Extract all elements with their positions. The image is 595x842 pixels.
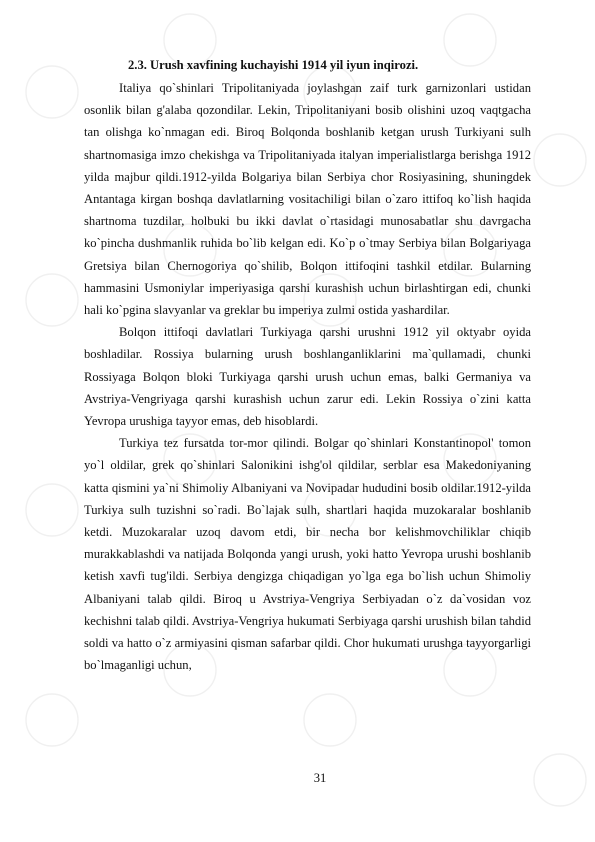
document-body (84, 56, 531, 676)
page-number: 31 (313, 771, 327, 785)
paragraph-2: Bolqon ittifoqi davlatlari Turkiyaga qarshi urushni 1912 yil oktyabr oyida boshladilar. Rossiya bularning urush boshlanganliklarini ma`qullamadi, chunki Rossiyaga Bolqon bloki Turkiyaga qarshi urush uchun emas, balki Germaniya va Avstriya-Vengriyaga qarshi kurashish uchun zarur edi. Lekin Rossiya o`zini katta Yevropa urushiga tayyor emas, deb hisoblardi. (84, 325, 531, 429)
section-heading: 2.3. Urush xavfining kuchayishi 1914 yil iyun inqirozi. (128, 58, 419, 72)
paragraph-3: Turkiya tez fursatda tor-mor qilindi. Bolgar qo`shinlari Konstantinopol' tomon yo`l oldilar, grek qo`shinlari Salonikini ishg'ol qildilar, serblar esa Makedoniyaning katta qismini ya`ni Shimoliy Albaniyani va Novipadar hududini bosib oldilar.1912-yilda Turkiya sulh tuzishni so`radi. Bo`lajak sulh, shartlari haqida muzokaralar boshlanib ketdi. Muzokaralar uzoq davom etdi, bir necha bor kelishmovchiliklar chiqib murakkablashdi va natijada Bolqonda yangi urush, yoki hatto Yevropa urushi boshlanib ketish xavfi tug'ildi. Serbiya dengizga chiqadigan yo`lga ega bo`lish uchun Shimoliy Albaniyani talab qildi. Biroq u Avstriya-Vengriya Serbiyadan o`z da`vosidan voz kechishni talab qildi. Avstriya-Vengriya hukumati Serbiyaga qarshi urushish bilan tahdid soldi va hatto o`z armiyasini qisman safarbar qildi. Chor hukumati urushga tayyorgarligi bo`lmaganligi uchun, (84, 436, 531, 673)
paragraph-1: Italiya qo`shinlari Tripolitaniyada joylashgan zaif turk garnizonlari ustidan osonlik bilan g'alaba qozondilar. Lekin, Tripolitaniyani bosib olishini uzoq vaqtgacha tan olishga ko`nmagan edi. Biroq Bolqonda boshlanib ketgan urush Turkiyani sulh shartnomasiga imzo chekishga va Tripolitaniyada italyan imperialistlarga berishga 1912 yilda majbur qildi.1912-yilda Bolgariya bilan Serbiya chor Rosiyasining, shuningdek Antantaga kirgan boshqa davlatlarning vositachiligi bilan o`zaro ittifoq ko`lish haqida shartnoma tuzdilar, holbuki bu ikki davlat o`rtasidagi munosabatlar shu davrgacha ko`pincha dushmanlik ruhida bo`lib kelgan edi. Ko`p o`tmay Serbiya bilan Bolgariyaga Gretsiya bilan Chernogoriya qo`shilib, Bolqon ittifoqini tashkil etdilar. Bularning hammasini Usmoniylar imperiyasiga qarshi kurashish uchun birlashtirgan edi, chunki hali ko`pgina slavyanlar va greklar bu imperiya zulmi ostida yashardilar. (84, 81, 531, 318)
